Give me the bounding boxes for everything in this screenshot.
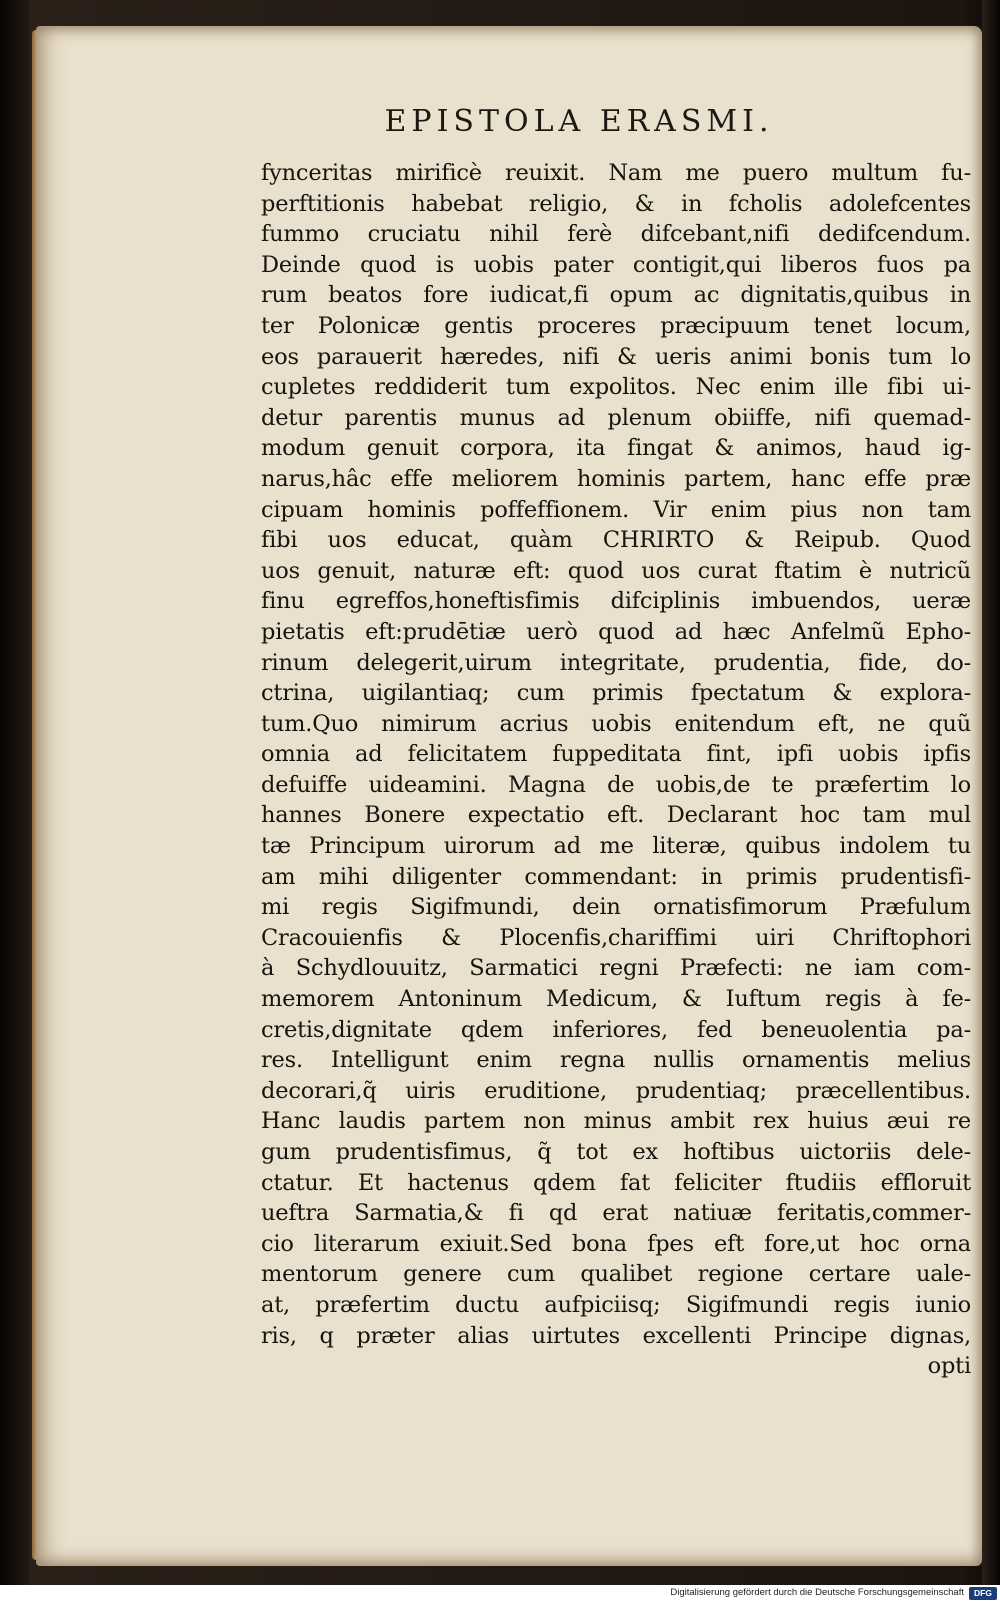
text-line: fummo cruciatu nihil ferè difcebant,nifi dedifcendum. — [261, 221, 971, 248]
text-line: pietatis eft:prudētiæ uerò quod ad hæc Anfelmũ Epho- — [261, 618, 971, 645]
text-line: memorem Antoninum Medicum, & Iuftum regis à fe- — [261, 986, 971, 1013]
text-line: cretis,dignitate qdem inferiores, fed beneuolentia pa- — [261, 1016, 971, 1043]
text-line: fynceritas mirificè reuixit. Nam me puero multum fu- — [261, 160, 971, 186]
text-line: omnia ad felicitatem fuppeditata fint, ipfi uobis ipfis — [261, 741, 971, 768]
text-line: hannes Bonere expectatio eft. Declarant hoc tam mul — [261, 802, 971, 829]
text-line: Hanc laudis partem non minus ambit rex huius æui re — [261, 1108, 971, 1135]
text-line: at, præfertim ductu aufpiciisq; Sigifmundi regis iunio — [261, 1291, 971, 1318]
text-line: perftitionis habebat religio, & in fcholis adolefcentes — [261, 190, 971, 217]
text-line: mi regis Sigifmundi, dein ornatisfimorum Præfulum — [261, 894, 971, 921]
text-line: rinum delegerit,uirum integritate, prudentia, fide, do- — [261, 649, 971, 676]
text-line: ter Polonicæ gentis proceres præcipuum tenet locum, — [261, 312, 971, 339]
text-line: rum beatos fore iudicat,fi opum ac dignitatis,quibus in — [261, 282, 971, 309]
text-line: tæ Principum uirorum ad me literæ, quibus indolem tu — [261, 833, 971, 860]
scan-right-border — [982, 0, 1000, 1585]
text-line: res. Intelligunt enim regna nullis ornamentis melius — [261, 1047, 971, 1074]
text-line: mentorum genere cum qualibet regione certare uale- — [261, 1261, 971, 1288]
text-line: opti — [927, 1353, 971, 1380]
text-line: eos parauerit hæredes, nifi & ueris animi bonis tum lo — [261, 343, 971, 370]
body-text — [261, 158, 971, 1382]
text-line: detur parentis munus ad plenum obiiffe, nifi quemad- — [261, 404, 971, 431]
text-line: à Schydlouuitz, Sarmatici regni Præfecti: ne iam com- — [261, 955, 971, 982]
book-page — [36, 26, 982, 1566]
text-line: Deinde quod is uobis pater contigit,qui liberos fuos pa — [261, 251, 971, 278]
text-line: narus,hâc effe meliorem hominis partem, hanc effe præ — [261, 465, 971, 492]
text-line: cupletes reddiderit tum expolitos. Nec enim ille fibi ui- — [261, 374, 971, 401]
text-line: fibi uos educat, quàm CHRIRTO & Reipub. Quod — [261, 527, 971, 554]
text-line: modum genuit corpora, ita fingat & animos, haud ig- — [261, 435, 971, 462]
text-line: tum.Quo nimirum acrius uobis enitendum eft, ne quũ — [261, 710, 971, 737]
text-line: finu egreffos,honeftisfimis difciplinis imbuendos, ueræ — [261, 588, 971, 615]
text-line: uos genuit, naturæ eft: quod uos curat ftatim è nutricũ — [261, 557, 971, 584]
text-line: Cracouienfis & Plocenfis,chariffimi uiri Chriftophori — [261, 924, 971, 951]
text-line: ueftra Sarmatia,& fi qd erat natiuæ feritatis,commer- — [261, 1200, 971, 1227]
text-line: decorari,q̃ uiris eruditione, prudentiaq; præcellentibus. — [261, 1077, 971, 1104]
scan-left-border — [0, 0, 30, 1585]
digitization-credit: Digitalisierung gefördert durch die Deutsche Forschungsgemeinschaft — [670, 1587, 964, 1598]
text-line: cipuam hominis poffeffionem. Vir enim pius non tam — [261, 496, 971, 523]
text-line: ris, q præter alias uirtutes excellenti Principe dignas, — [261, 1322, 971, 1349]
dfg-logo: DFG — [969, 1587, 997, 1600]
text-line: ctrina, uigilantiaq; cum primis fpectatum & explora- — [261, 680, 971, 707]
text-line: cio literarum exiuit.Sed bona fpes eft fore,ut hoc orna — [261, 1230, 971, 1257]
text-line: ctatur. Et hactenus qdem fat feliciter ftudiis effloruit — [261, 1169, 971, 1196]
running-head: EPISTOLA ERASMI. — [384, 104, 774, 139]
text-line: gum prudentisfimus, q̃ tot ex hoftibus uictoriis dele- — [261, 1139, 971, 1165]
text-line: defuiffe uideamini. Magna de uobis,de te præfertim lo — [261, 771, 971, 798]
text-line: am mihi diligenter commendant: in primis prudentisfi- — [261, 863, 971, 890]
